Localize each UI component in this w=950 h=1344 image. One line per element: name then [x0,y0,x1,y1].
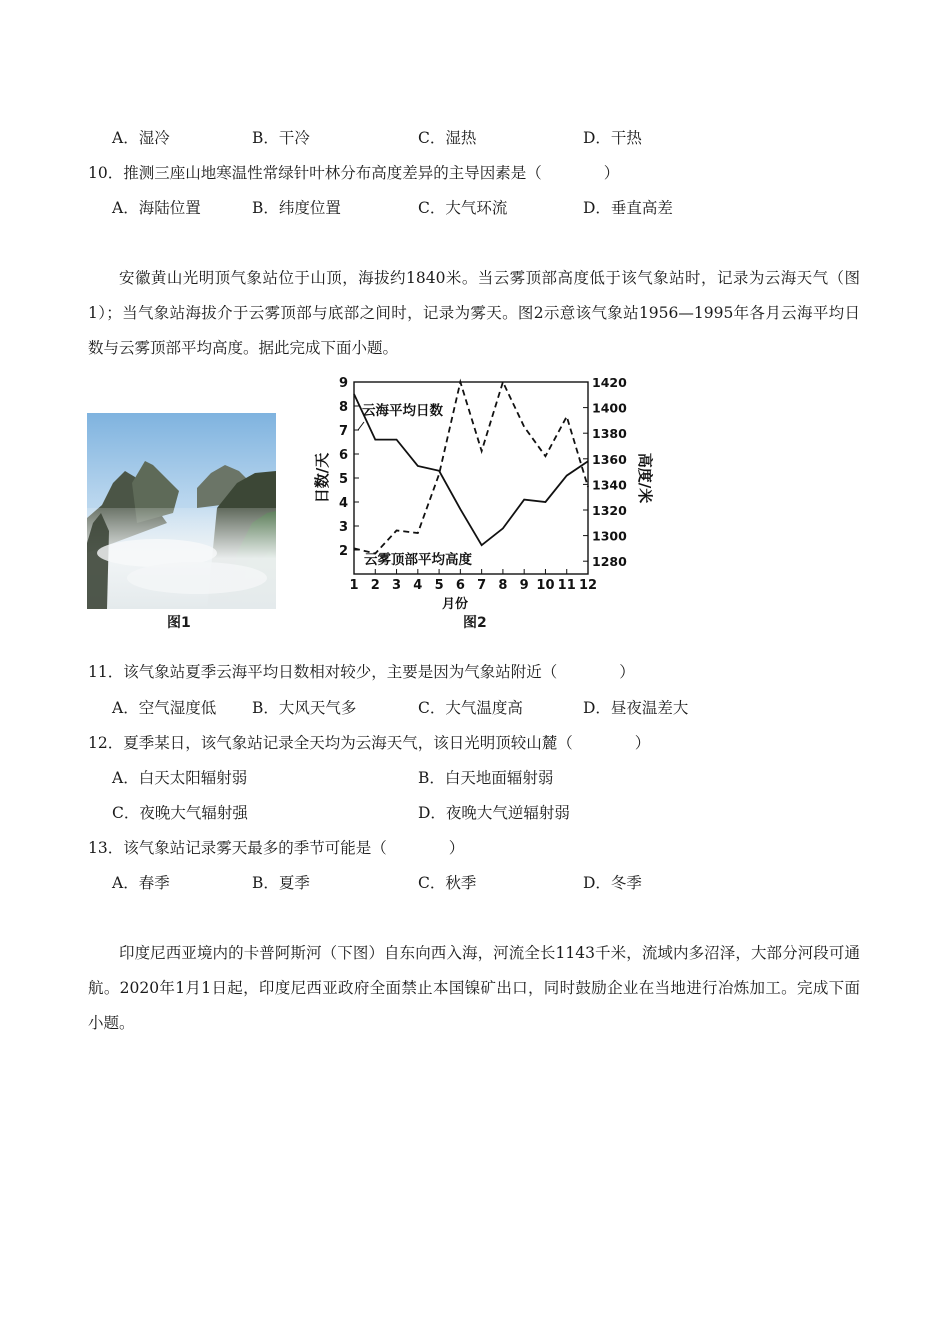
y2-tick-label: 1420 [592,375,627,390]
x-tick-label: 10 [536,578,555,593]
y2-tick-label: 1360 [592,451,627,467]
x-tick-label: 3 [392,578,402,593]
q13-option-d: D．冬季 [583,874,642,892]
q11-option-b: B．大风天气多 [252,699,357,717]
x-tick-label: 5 [434,578,444,593]
figure-1-caption: 图1 [167,615,191,631]
x-tick-label: 9 [519,578,529,593]
x-tick-label: 6 [455,578,465,593]
passage-kapuas-text: 印度尼西亚境内的卡普阿斯河（下图）自东向西入海，河流全长1143千米，流域内多沼泽，大部分河段可通航。2020年1月1日起，印度尼西亚政府全面禁止本国镍矿出口，同时鼓励企业在当地进行冶炼加工。完成下面小题。 [88,944,860,1032]
q10-stem: 10．推测三座山地寒温性常绿针叶林分布高度差异的主导因素是（ ） [88,164,620,182]
y2-tick-label: 1340 [592,477,627,493]
q11-stem: 11．该气象站夏季云海平均日数相对较少，主要是因为气象站附近（ ） [88,663,635,681]
q11-option-a: A．空气湿度低 [112,699,217,717]
q9-option-a: A．湿冷 [112,129,170,147]
figure-1-photo [87,413,276,609]
passage-huangshan-text: 安徽黄山光明顶气象站位于山顶，海拔约1840米。当云雾顶部高度低于该气象站时，记录为云海天气（图1）；当气象站海拔介于云雾顶部与底部之间时，记录为雾天。图2示意该气象站1956—1995年各月云海平均日数与云雾顶部平均高度。据此完成下面小题。 [88,269,860,357]
x-axis-title: 月份 [441,597,469,612]
y2-tick-label: 1320 [592,503,627,518]
series-label-cloud-sea-days: 云海平均日数 [362,403,443,419]
passage-huangshan [88,261,860,366]
q12-option-b: B．白天地面辐射弱 [418,769,554,787]
y-tick-label: 9 [338,376,348,391]
y2-tick-label: 1280 [592,554,627,570]
q9-option-d: D．干热 [583,129,642,147]
y-tick-label: 4 [338,496,348,511]
q11-option-d: D．昼夜温差大 [583,699,689,717]
y-tick-label: 8 [338,400,348,415]
y-tick-label: 3 [338,520,348,535]
y-tick-label: 5 [338,472,348,487]
q12-option-c: C．夜晚大气辐射强 [112,804,248,822]
q10-option-c: C．大气环流 [418,199,508,217]
y2-axis-title: 高度/米 [636,452,654,504]
y-tick-label: 2 [338,544,348,559]
figure-2-chart [312,374,652,636]
q12-option-d: D．夜晚大气逆辐射弱 [418,804,570,822]
x-tick-label: 12 [578,578,598,593]
y2-tick-label: 1380 [592,426,627,442]
q13-option-b: B．夏季 [252,874,310,892]
chart-svg [312,374,652,636]
x-tick-label: 4 [413,578,423,593]
y-tick-label: 7 [338,424,348,439]
mountain-cloud-photo [87,413,276,609]
y-tick-label: 6 [338,448,348,463]
passage-kapuas [88,936,860,1041]
q11-option-c: C．大气温度高 [418,699,523,717]
q13-stem: 13．该气象站记录雾天最多的季节可能是（ ） [88,839,465,857]
q10-option-b: B．纬度位置 [252,199,341,217]
q9-option-b: B．干冷 [252,129,310,147]
y2-tick-label: 1300 [592,528,627,544]
series-label-cloud-top-height: 云雾顶部平均高度 [364,552,472,568]
y2-tick-label: 1400 [592,400,627,416]
q13-option-c: C．秋季 [418,874,477,892]
y-axis-title: 日数/天 [313,452,331,504]
x-tick-label: 2 [370,578,380,593]
x-tick-label: 7 [477,578,487,593]
x-tick-label: 1 [349,578,359,593]
figure-2-caption: 图2 [463,615,487,631]
q10-option-a: A．海陆位置 [112,199,201,217]
q12-option-a: A．白天太阳辐射弱 [112,769,248,787]
q10-option-d: D．垂直高差 [583,199,673,217]
q13-option-a: A．春季 [112,874,170,892]
q12-stem: 12．夏季某日，该气象站记录全天均为云海天气，该日光明顶较山麓（ ） [88,734,651,752]
x-tick-label: 8 [498,578,508,593]
x-tick-label: 11 [557,578,576,593]
q9-option-c: C．湿热 [418,129,477,147]
